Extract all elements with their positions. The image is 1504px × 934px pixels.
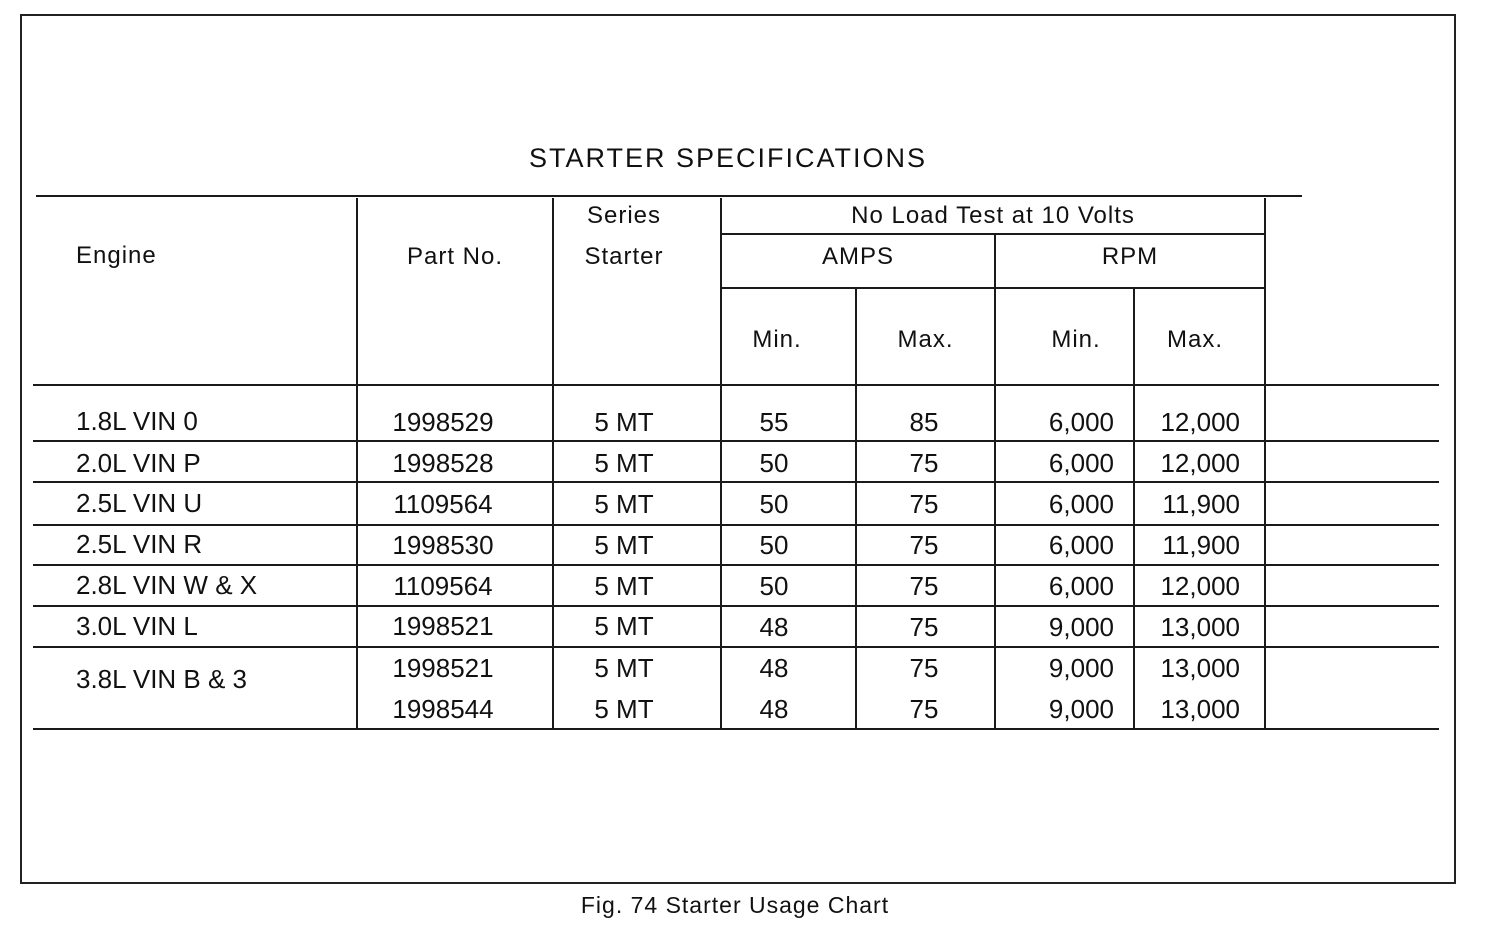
cell-engine: 2.5L VIN R (76, 529, 203, 559)
row-rule (33, 646, 1439, 648)
cell-amps-min: 55 (759, 407, 789, 437)
header-amps-min: Min. (752, 326, 802, 353)
cell-rpm-min: 6,000 (1048, 571, 1114, 601)
cell-part-no: 1109564 (393, 489, 493, 519)
cell-series: 5 MT (594, 489, 654, 519)
cell-rpm-max: 12,000 (1160, 571, 1240, 601)
cell-rpm-max: 11,900 (1162, 530, 1240, 560)
cell-rpm-max: 13,000 (1160, 612, 1240, 642)
cell-series: 5 MT (594, 530, 654, 560)
header-bottom-rule (33, 384, 1439, 386)
top-rule (36, 195, 1302, 197)
cell-rpm-max: 12,000 (1160, 448, 1240, 478)
header-rpm-min: Min. (1051, 326, 1101, 353)
cell-part-no: 1109564 (393, 571, 493, 601)
cell-rpm-min: 6,000 (1048, 407, 1114, 437)
table-bottom-rule (33, 728, 1439, 730)
cell-series: 5 MT (594, 611, 654, 641)
header-amps: AMPS (821, 243, 894, 270)
cell-amps-max: 75 (909, 653, 939, 683)
header-amps-max: Max. (897, 326, 954, 353)
cell-amps-max: 75 (909, 612, 939, 642)
cell-rpm-max: 13,000 (1160, 694, 1240, 724)
cell-amps-min: 50 (759, 571, 789, 601)
cell-amps-min: 50 (759, 489, 789, 519)
cell-engine: 2.5L VIN U (76, 488, 203, 518)
cell-amps-min: 50 (759, 530, 789, 560)
cell-amps-min: 48 (759, 694, 789, 724)
header-engine: Engine (76, 242, 157, 269)
cell-amps-min: 50 (759, 448, 789, 478)
cell-rpm-max: 13,000 (1160, 653, 1240, 683)
figure-caption: Fig. 74 Starter Usage Chart (580, 892, 890, 918)
cell-amps-max: 75 (909, 694, 939, 724)
cell-part-no: 1998521 (392, 653, 494, 683)
header-no-load-test: No Load Test at 10 Volts (851, 202, 1135, 229)
cell-rpm-min: 6,000 (1048, 530, 1114, 560)
cell-part-no: 1998528 (392, 448, 494, 478)
cell-series: 5 MT (594, 571, 654, 601)
table-title: STARTER SPECIFICATIONS (528, 143, 928, 173)
header-rpm: RPM (1101, 243, 1159, 270)
cell-amps-max: 75 (909, 489, 939, 519)
cell-rpm-min: 6,000 (1048, 448, 1114, 478)
row-rule (33, 605, 1439, 607)
cell-part-no: 1998544 (392, 694, 494, 724)
cell-part-no: 1998529 (392, 407, 494, 437)
cell-part-no: 1998521 (392, 611, 494, 641)
row-rule (33, 440, 1439, 442)
cell-part-no: 1998530 (392, 530, 494, 560)
header-series-line1: Series (586, 202, 662, 229)
cell-series: 5 MT (594, 407, 654, 437)
cell-amps-min: 48 (759, 653, 789, 683)
header-series-line2: Starter (584, 243, 664, 270)
cell-series: 5 MT (594, 653, 654, 683)
cell-amps-min: 48 (759, 612, 789, 642)
cell-engine: 3.8L VIN B & 3 (76, 664, 248, 694)
cell-amps-max: 75 (909, 571, 939, 601)
header-part-no: Part No. (406, 243, 504, 270)
cell-rpm-max: 12,000 (1160, 407, 1240, 437)
col-divider (1264, 198, 1266, 730)
cell-engine: 1.8L VIN 0 (76, 406, 198, 436)
cell-series: 5 MT (594, 448, 654, 478)
cell-series: 5 MT (594, 694, 654, 724)
cell-rpm-min: 9,000 (1048, 653, 1114, 683)
cell-amps-max: 85 (909, 407, 939, 437)
cell-rpm-min: 9,000 (1048, 694, 1114, 724)
cell-engine: 3.0L VIN L (76, 611, 198, 641)
cell-rpm-min: 6,000 (1048, 489, 1114, 519)
cell-amps-max: 75 (909, 448, 939, 478)
row-rule (33, 524, 1439, 526)
header-rpm-max: Max. (1166, 326, 1223, 353)
cell-engine: 2.0L VIN P (76, 448, 201, 478)
cell-engine: 2.8L VIN W & X (76, 570, 258, 600)
cell-amps-max: 75 (909, 530, 939, 560)
row-rule (33, 564, 1439, 566)
cell-rpm-min: 9,000 (1048, 612, 1114, 642)
cell-rpm-max: 11,900 (1162, 489, 1240, 519)
row-rule (33, 481, 1439, 483)
